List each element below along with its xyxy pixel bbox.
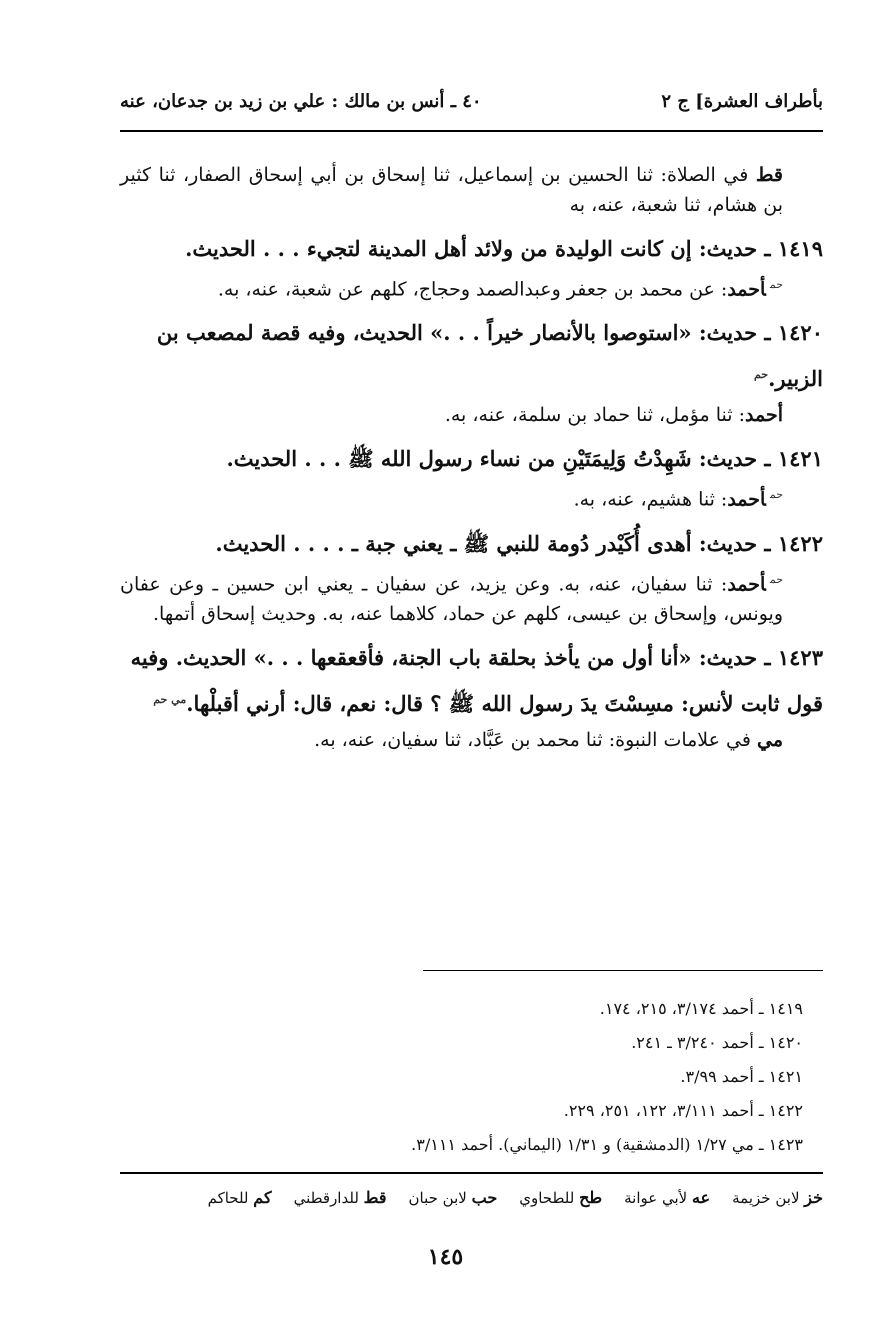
chain-text: : ثنا مؤمل، ثنا حماد بن سلمة، عنه، به. <box>444 404 746 427</box>
hadith-number: ١٤٢٠ <box>777 320 823 346</box>
legend-code: كم <box>253 1188 272 1207</box>
source-code: قط <box>755 164 783 186</box>
hadith-number: ١٤٢٣ <box>777 644 823 670</box>
hadith-number: ١٤١٩ <box>777 236 823 261</box>
header-section: ٤٠ ـ أنس بن مالك : علي بن زيد بن جدعان، عنه <box>120 90 482 112</box>
chain-text: في علامات النبوة: ثنا محمد بن عَبَّاد، ثنا سفيان، عنه، به. <box>314 728 757 751</box>
source-code: أحمد <box>727 278 766 301</box>
legend-name: للطحاوي <box>519 1189 575 1207</box>
intro-paragraph <box>120 160 823 220</box>
footnote: ١٤٢٠ ـ أحمد ٣/٢٤٠ ـ ٢٤١. <box>631 1033 803 1052</box>
hadith-1423 <box>120 637 823 725</box>
legend-code: قط <box>363 1188 387 1207</box>
legend-item <box>294 1188 387 1207</box>
chain-1421 <box>120 480 823 514</box>
hadith-number: ١٤٢٢ <box>777 530 823 556</box>
abbreviation-legend <box>120 1188 823 1207</box>
footnote: ١٤١٩ ـ أحمد ٣/١٧٤، ٢١٥، ١٧٤. <box>599 999 803 1018</box>
chain-1420 <box>120 400 823 430</box>
chain-text: : عن محمد بن جعفر وعبدالصمد وحجاج، كلهم عن شعبة، عنه، به. <box>217 278 728 301</box>
legend-code: حب <box>471 1188 498 1207</box>
chain-text: : ثنا هشيم، عنه، به. <box>573 488 728 511</box>
footnote: ١٤٢١ ـ أحمد ٣/٩٩. <box>680 1067 803 1086</box>
source-code: أحمد <box>745 404 783 427</box>
legend-item <box>409 1188 498 1207</box>
header-rule <box>120 130 823 132</box>
hadith-1422 <box>120 523 823 565</box>
legend-name: لابن خزيمة <box>732 1189 800 1207</box>
source-mark: حم <box>769 278 783 291</box>
source-code: أحمد <box>727 572 766 595</box>
legend-name: للدارقطني <box>293 1189 359 1207</box>
legend-code: خز <box>804 1188 823 1207</box>
hadith-text: ـ حديث: شَهِدْتُ وَلِيمَتَيْنِ من نساء رسول الله ﷺ . . . الحديث. <box>226 446 778 472</box>
chain-1422 <box>120 565 823 629</box>
legend-item <box>519 1188 602 1207</box>
legend-name: لأبي عوانة <box>624 1189 688 1207</box>
legend-rule <box>120 1172 823 1174</box>
source-code: أحمد <box>727 488 766 511</box>
hadith-text: ـ حديث: إن كانت الوليدة من ولائد أهل المدينة لتجيء . . . الحديث. <box>185 236 778 261</box>
main-text <box>120 160 823 763</box>
footnotes <box>120 992 823 1162</box>
source-code: مي <box>756 728 783 751</box>
legend-item <box>732 1188 823 1207</box>
hadith-text: ـ حديث: «أنا أول من يأخذ بحلقة باب الجنة، فأقعقعها . . .» الحديث. وفيه قول ثابت لأنس: مسِسْتَ يدَ رسول الله ﷺ ؟ قال: نعم، قال: أرني أقبلْها. <box>130 644 823 716</box>
intro-text: في الصلاة: ثنا الحسين بن إسماعيل، ثنا إسحاق بن أبي إسحاق الصفار، ثنا كثير بن هشام، ثنا شعبة، عنه، به <box>120 164 783 216</box>
hadith-text: ـ حديث: «استوصوا بالأنصار خيراً . . .» الحديث، وفيه قصة لمصعب بن الزبير. <box>156 320 823 392</box>
header-title: بأطراف العشرة] ج ٢ <box>661 90 823 112</box>
legend-name: لابن حبان <box>408 1189 467 1207</box>
legend-code: طح <box>579 1188 603 1207</box>
source-mark: حم <box>769 572 783 586</box>
legend-item <box>208 1188 272 1207</box>
hadith-1419 <box>120 228 823 270</box>
legend-name: للحاكم <box>207 1189 249 1207</box>
chain-1419 <box>120 270 823 304</box>
source-mark: حم <box>753 368 769 382</box>
hadith-number: ١٤٢١ <box>777 446 823 472</box>
footnote-separator <box>423 970 823 971</box>
hadith-1420 <box>120 312 823 400</box>
chain-1423 <box>120 725 823 755</box>
source-mark: مي حم <box>153 692 187 706</box>
legend-item <box>624 1188 710 1207</box>
page-number: ١٤٥ <box>427 1244 464 1270</box>
footnote: ١٤٢٢ ـ أحمد ٣/١١١، ١٢٢، ٢٥١، ٢٢٩. <box>563 1101 803 1120</box>
hadith-text: ـ حديث: أهدى أُكَيْدر دُومة للنبي ﷺ ـ يعني جبة ـ . . . . الحديث. <box>215 530 778 556</box>
chain-text: : ثنا سفيان، عنه، به. وعن يزيد، عن سفيان ـ يعني ابن حسين ـ وعن عفان ويونس، وإسحاق بن عيسى، كلهم عن حماد، كلاهما عنه، به. وحديث إسحاق أتمها. <box>120 572 783 625</box>
running-header <box>120 84 823 118</box>
hadith-1421 <box>120 438 823 480</box>
source-mark: حم <box>769 488 783 502</box>
footnote: ١٤٢٣ ـ مي ١/٢٧ (الدمشقية) و ١/٣١ (اليماني). أحمد ٣/١١١. <box>411 1135 803 1154</box>
legend-code: عه <box>692 1188 711 1207</box>
